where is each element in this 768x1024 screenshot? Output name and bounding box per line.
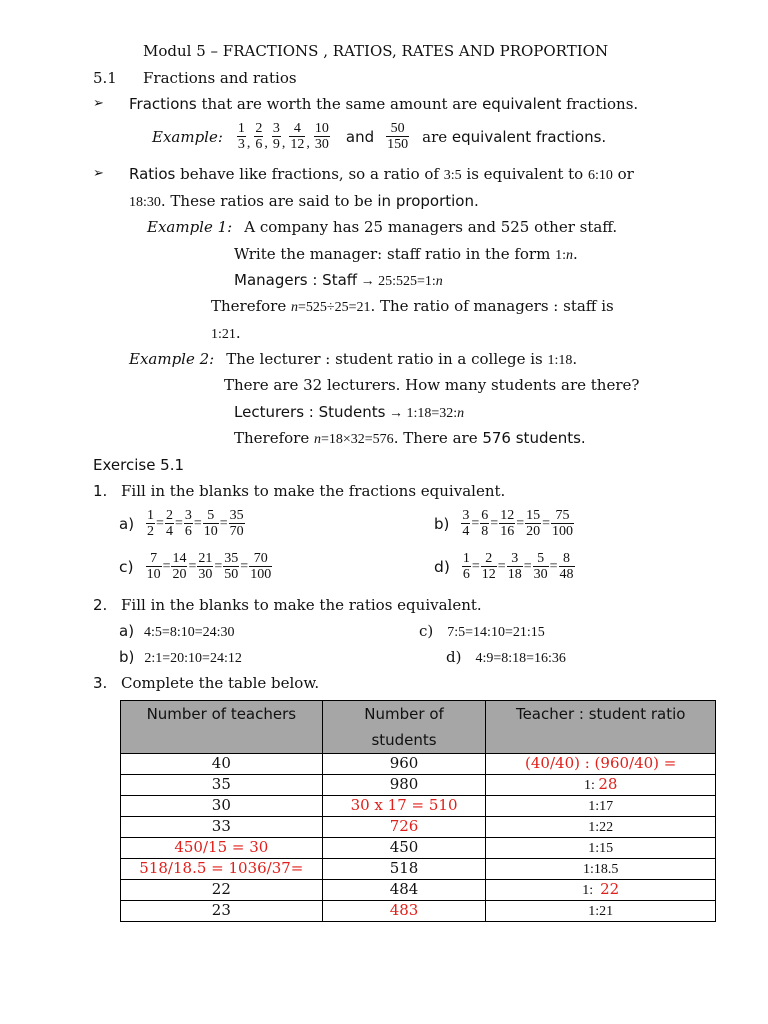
cell-students: 450 [322,837,486,858]
exercise-title: Exercise 5.1 [93,456,185,474]
cell-students: 30 x 17 = 510 [322,795,486,816]
cell-students: 518 [322,858,486,879]
fraction: $\frac{12}{16}$ [500,508,515,539]
q3-number: 3. [93,674,108,692]
table-row [121,837,716,858]
fraction-chain [461,508,574,539]
q2-text: Fill in the blanks to make the ratios equivalent. [121,596,482,614]
example-conclusion: are equivalent fractions. [422,127,607,146]
q3-text: Complete the table below. [121,674,320,692]
cell-ratio: 1:17 [486,795,716,816]
example-fractions-row [152,121,606,152]
cell-teachers: 30 [121,795,323,816]
q1-a [119,508,245,539]
fraction: $\frac{3}{6}$ [184,508,192,539]
section-number: 5.1 [93,69,117,87]
cell-ratio: 1:15 [486,837,716,858]
example1-line5: 1:21. [211,324,241,342]
example2-line2: There are 32 lecturers. How many students are there? [224,376,640,394]
ratio-table [120,700,716,922]
cell-teachers: 40 [121,754,323,775]
example2-line3: Lecturers : Students → 1:18=32:n [234,403,465,421]
and-word: and [345,127,375,146]
equals-sign: = [471,558,480,574]
arrowhead-bullet-icon: ➢ [93,166,104,181]
equals-sign: = [542,515,550,531]
cell-ratio: (40/40) : (960/40) = [486,754,716,775]
comma-separator: , [246,136,251,151]
cell-ratio: 1:22 [486,816,716,837]
q1-text: Fill in the blanks to make the fractions equivalent. [121,482,506,500]
q2-number: 2. [93,596,108,614]
header-students: Number of students [322,701,486,754]
equals-sign: = [193,515,202,531]
table-row [121,816,716,837]
cell-teachers: 33 [121,816,323,837]
table-row [121,795,716,816]
fraction: $\frac{35}{70}$ [229,508,244,539]
equals-sign: = [240,558,249,574]
equals-sign: = [162,558,171,574]
equals-sign: = [156,515,164,531]
q2-a: a) 4:5=8:10=24:30 [119,622,235,640]
example2-line4: Therefore n=18×32=576. There are 576 students. [234,429,586,447]
fraction: $\frac{10}{30}$ [314,121,329,152]
fraction: $\frac{14}{20}$ [172,551,187,582]
equals-sign: = [174,515,183,531]
fraction: $\frac{1}{2}$ [147,508,155,539]
cell-students: 484 [322,879,486,900]
fraction: $\frac{6}{8}$ [481,508,489,539]
fraction: $\frac{8}{48}$ [559,551,574,582]
q2-d: d) 4:9=8:18=16:36 [446,648,566,666]
table-header-row [121,701,716,754]
q1-b [434,508,574,539]
equals-sign: = [497,558,506,574]
equals-sign: = [214,558,223,574]
equals-sign: = [188,558,197,574]
cell-students: 483 [322,900,486,921]
table-row [121,754,716,775]
q1-b-label: b) [434,514,450,533]
fraction: $\frac{3}{18}$ [507,551,522,582]
fraction: $\frac{7}{10}$ [146,551,161,582]
arrowhead-bullet-icon: ➢ [93,96,104,111]
cell-teachers: 450/15 = 30 [121,837,323,858]
fraction: $\frac{2}{6}$ [255,121,263,152]
page-title: Modul 5 – FRACTIONS , RATIOS, RATES AND PROPORTION [143,42,609,60]
example1-line1: Example 1: A company has 25 managers and 525 other staff. [147,218,618,236]
fraction-chain [146,508,245,539]
cell-students: 726 [322,816,486,837]
header-teachers: Number of teachers [121,701,323,754]
example1-line3: Managers : Staff → 25:525=1:n [234,271,443,289]
fraction: $\frac{5}{10}$ [203,508,218,539]
equals-sign: = [219,515,228,531]
table-row [121,879,716,900]
fraction: $\frac{15}{20}$ [526,508,541,539]
q2-b: b) 2:1=20:10=24:12 [119,648,242,666]
cell-teachers: 22 [121,879,323,900]
fraction: $\frac{2}{4}$ [165,508,173,539]
equals-sign: = [549,558,558,574]
bullet2-line2: 18:30. These ratios are said to be in proportion. [129,192,479,210]
cell-teachers: 35 [121,774,323,795]
fraction: $\frac{35}{50}$ [224,551,239,582]
cell-teachers: 518/18.5 = 1036/37= [121,858,323,879]
fraction: $\frac{3}{9}$ [272,121,280,152]
fraction-chain [146,551,273,582]
comma-separator: , [281,136,286,151]
equals-sign: = [471,515,480,531]
header-ratio: Teacher : student ratio [486,701,716,754]
q1-d [434,551,575,582]
table-row [121,858,716,879]
q2-c: c) 7:5=14:10=21:15 [419,622,545,640]
fraction: $\frac{21}{30}$ [198,551,213,582]
comma-separator: , [264,136,268,151]
table-row [121,900,716,921]
example-fraction-list [237,121,330,152]
bullet1-text: Fractions that are worth the same amount are equivalent fractions. [129,95,639,113]
cell-ratio: 1: 22 [486,879,716,900]
equals-sign: = [516,515,525,531]
q1-a-label: a) [119,514,135,533]
q1-c-label: c) [119,557,134,576]
fraction: $\frac{1}{6}$ [462,551,470,582]
bullet2-line1: Ratios behave like fractions, so a ratio of 3:5 is equivalent to 6:10 or [129,165,634,183]
q1-c [119,551,272,582]
equals-sign: = [490,515,499,531]
fraction: $\frac{4}{12}$ [290,121,305,152]
table-row [121,774,716,795]
equals-sign: = [523,558,532,574]
fraction: $\frac{75}{100}$ [552,508,573,539]
fraction: $\frac{3}{4}$ [462,508,470,539]
fraction: $\frac{2}{12}$ [481,551,496,582]
cell-ratio: 1: 28 [486,774,716,795]
example-label: Example: [152,127,223,146]
q1-d-label: d) [434,557,450,576]
fraction-chain [462,551,575,582]
cell-students: 980 [322,774,486,795]
fraction: $\frac{1}{3}$ [237,121,245,152]
fraction: $\frac{50}{150}$ [387,121,409,152]
example1-line4: Therefore n=525÷25=21. The ratio of managers : staff is [211,297,614,315]
cell-ratio: 1:21 [486,900,716,921]
cell-students: 960 [322,754,486,775]
fraction: $\frac{70}{100}$ [250,551,272,582]
cell-ratio: 1:18.5 [486,858,716,879]
section-title: Fractions and ratios [143,69,297,87]
example1-line2: Write the manager: staff ratio in the form 1:n. [234,245,578,263]
cell-teachers: 23 [121,900,323,921]
comma-separator: , [306,136,310,151]
example2-line1: Example 2: The lecturer : student ratio in a college is 1:18. [129,350,578,368]
fraction: $\frac{5}{30}$ [533,551,548,582]
q1-number: 1. [93,482,108,500]
